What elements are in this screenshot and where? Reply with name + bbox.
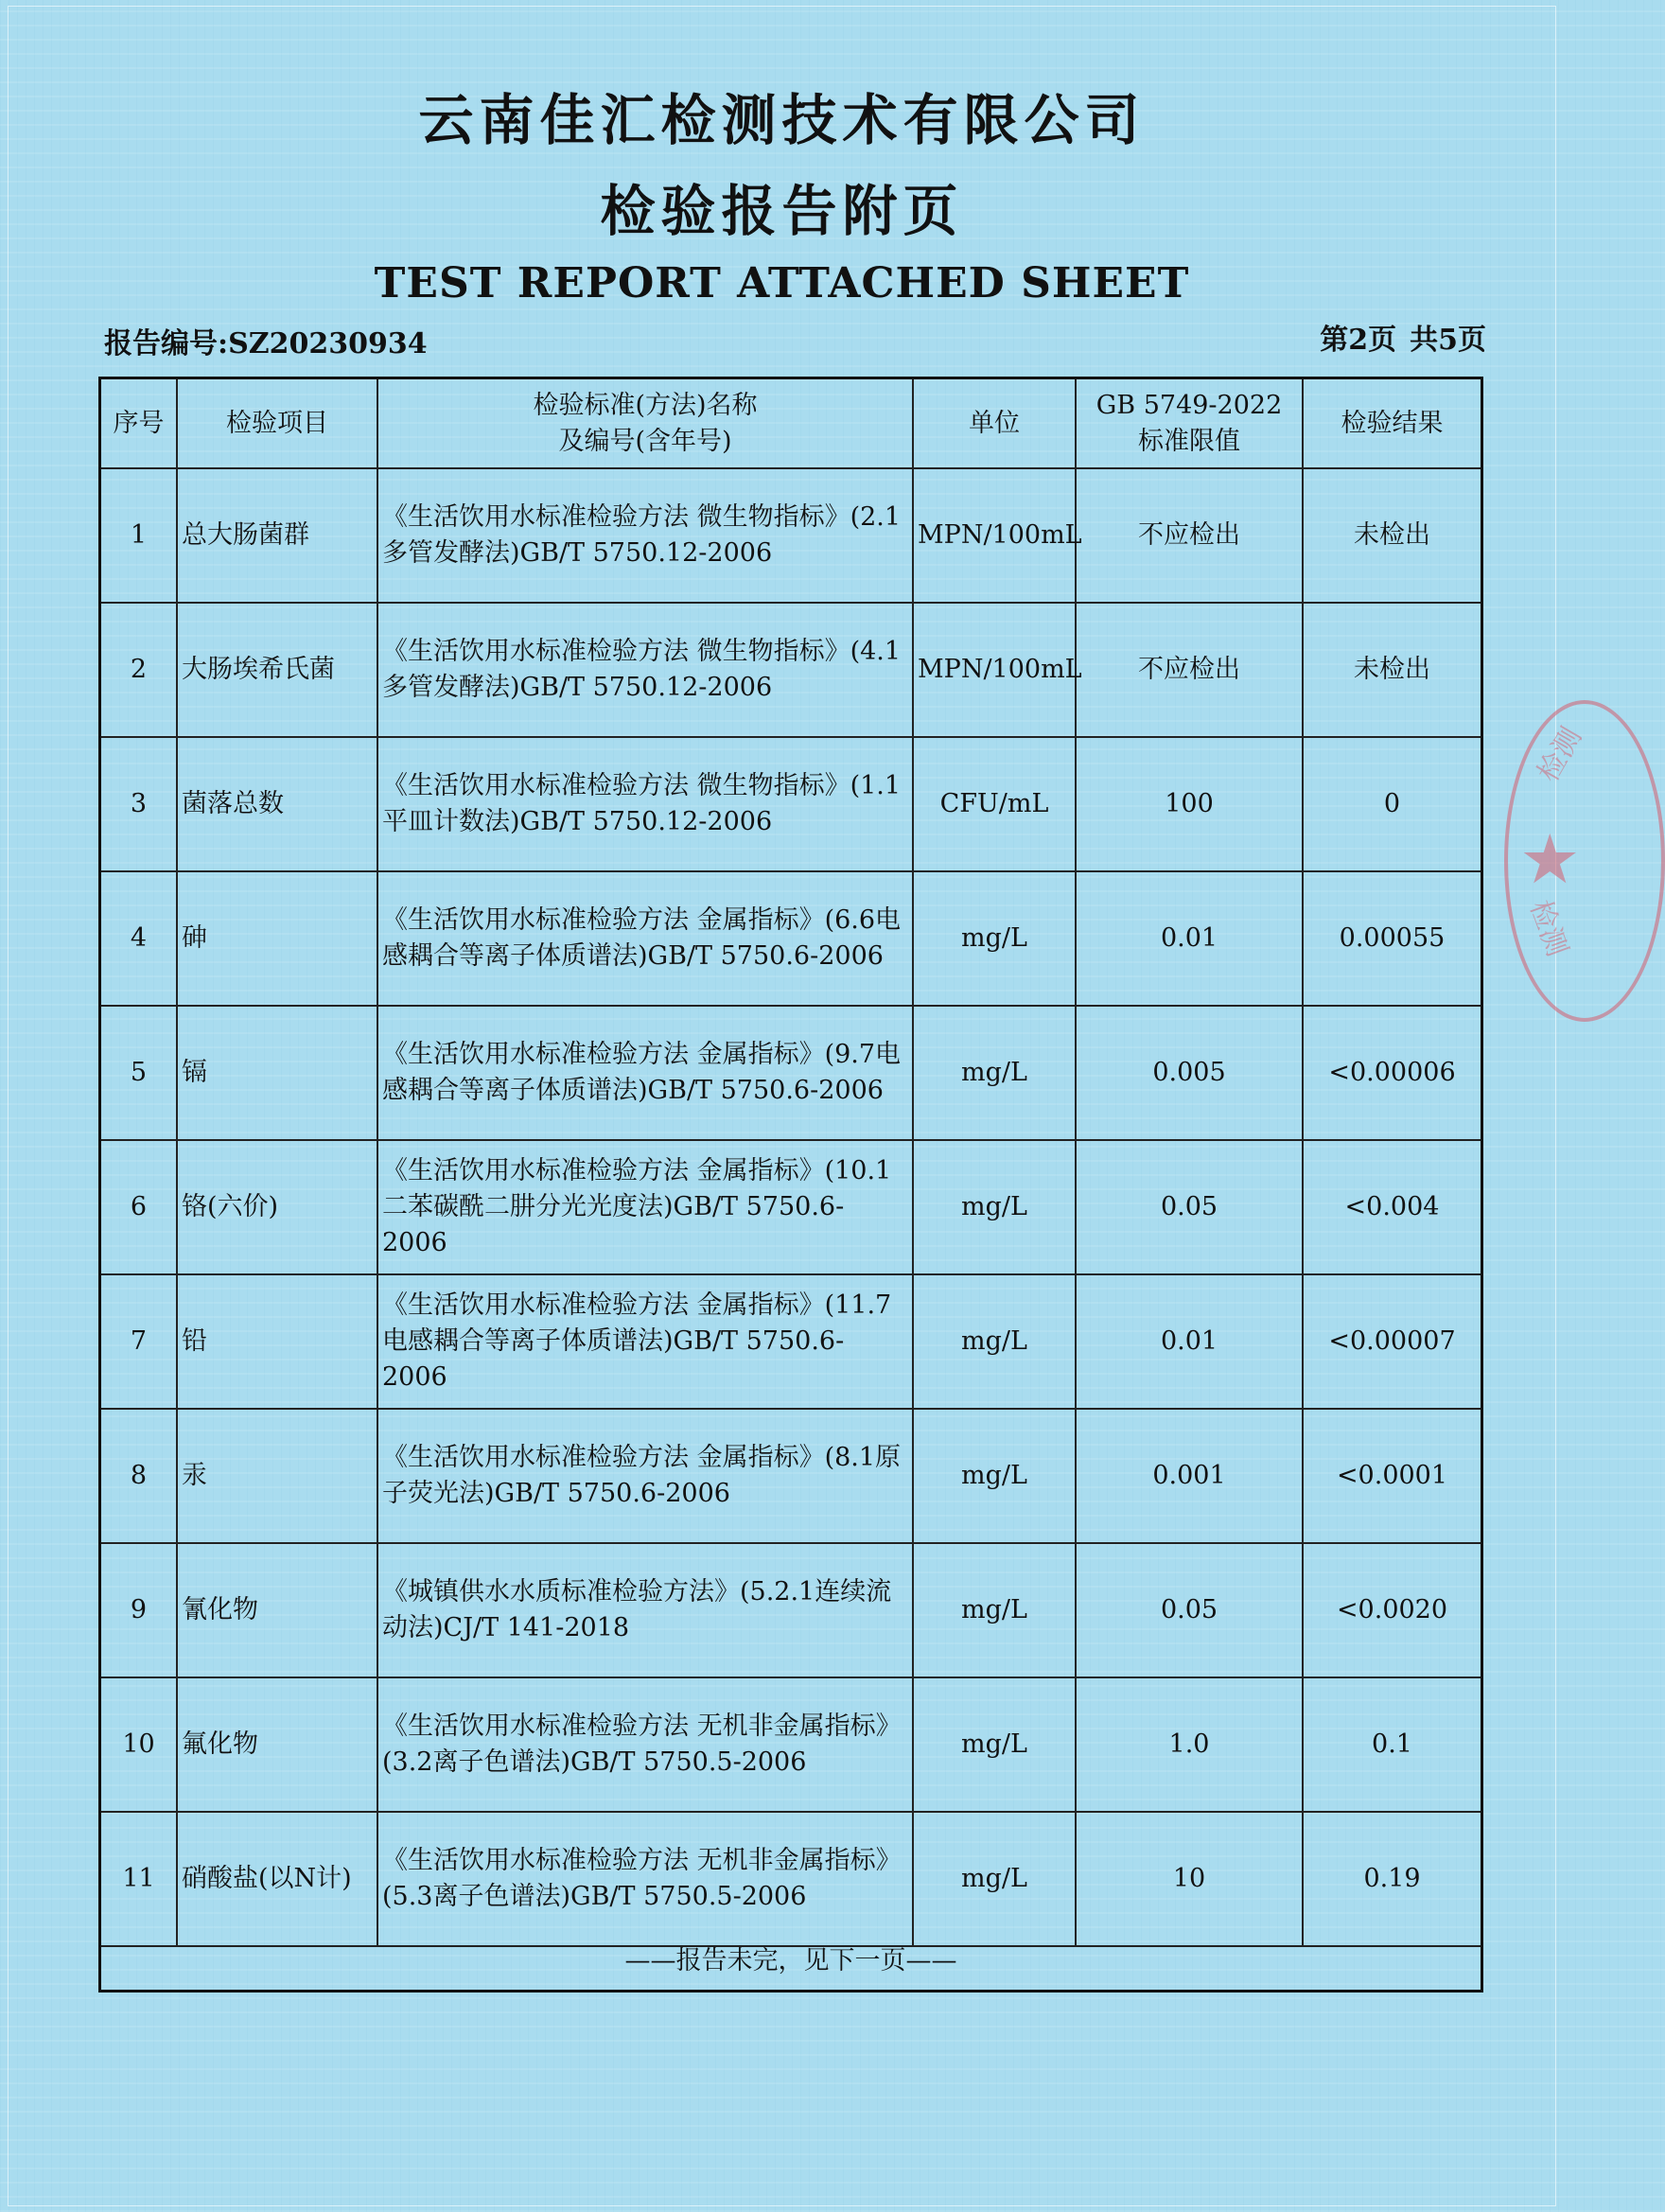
header-seq: 序号	[101, 379, 177, 468]
cell-limit: 100	[1076, 737, 1303, 871]
cell-limit: 0.005	[1076, 1006, 1303, 1140]
results-table-frame	[98, 377, 1483, 1993]
cell-seq: 6	[101, 1140, 177, 1274]
cell-method: 《生活饮用水标准检验方法 微生物指标》(4.1多管发酵法)GB/T 5750.12-2006	[377, 603, 913, 737]
cell-method: 《生活饮用水标准检验方法 金属指标》(11.7电感耦合等离子体质谱法)GB/T 5750.6-2006	[377, 1274, 913, 1409]
cell-limit: 0.05	[1076, 1140, 1303, 1274]
cell-result: <0.00006	[1303, 1006, 1481, 1140]
header-unit: 单位	[913, 379, 1076, 468]
header-method-line1: 检验标准(方法)名称	[533, 390, 758, 420]
cell-limit: 不应检出	[1076, 468, 1303, 603]
cell-seq: 8	[101, 1409, 177, 1543]
table-header-row	[101, 379, 1481, 468]
cell-result: 0.19	[1303, 1812, 1481, 1946]
cell-unit: mg/L	[913, 1274, 1076, 1409]
page-current: 第2页	[1320, 324, 1397, 357]
cell-seq: 2	[101, 603, 177, 737]
cell-result: 0.1	[1303, 1677, 1481, 1812]
table-row	[101, 871, 1481, 1006]
cell-seq: 7	[101, 1274, 177, 1409]
cell-limit: 0.001	[1076, 1409, 1303, 1543]
cell-method: 《生活饮用水标准检验方法 无机非金属指标》(5.3离子色谱法)GB/T 5750.5-2006	[377, 1812, 913, 1946]
cell-item: 总大肠菌群	[177, 468, 377, 603]
page-indicator	[1320, 322, 1486, 360]
cell-item: 菌落总数	[177, 737, 377, 871]
cell-unit: MPN/100mL	[913, 603, 1076, 737]
header-limit-line2: 标准限值	[1138, 426, 1240, 456]
cell-seq: 5	[101, 1006, 177, 1140]
cell-unit: mg/L	[913, 1543, 1076, 1677]
cell-item: 大肠埃希氏菌	[177, 603, 377, 737]
report-number: 报告编号:SZ20230934	[104, 327, 428, 360]
cell-seq: 9	[101, 1543, 177, 1677]
cell-unit: mg/L	[913, 1677, 1076, 1812]
header-limit	[1076, 379, 1303, 468]
cell-unit: mg/L	[913, 1006, 1076, 1140]
cell-item: 镉	[177, 1006, 377, 1140]
cell-limit: 不应检出	[1076, 603, 1303, 737]
cell-result: <0.00007	[1303, 1274, 1481, 1409]
seal-text-bottom: 检测	[1523, 896, 1574, 961]
cell-method: 《生活饮用水标准检验方法 金属指标》(10.1二苯碳酰二肼分光光度法)GB/T 5750.6-2006	[377, 1140, 913, 1274]
cell-unit: MPN/100mL	[913, 468, 1076, 603]
cell-method: 《生活饮用水标准检验方法 金属指标》(6.6电感耦合等离子体质谱法)GB/T 5750.6-2006	[377, 871, 913, 1006]
cell-item: 铅	[177, 1274, 377, 1409]
cell-item: 砷	[177, 871, 377, 1006]
company-name: 云南佳汇检测技术有限公司	[418, 88, 1146, 152]
table-row	[101, 737, 1481, 871]
header-method	[377, 379, 913, 468]
cell-method: 《城镇供水水质标准检验方法》(5.2.1连续流动法)CJ/T 141-2018	[377, 1543, 913, 1677]
cell-item: 铬(六价)	[177, 1140, 377, 1274]
cell-result: <0.004	[1303, 1140, 1481, 1274]
cell-item: 硝酸盐(以N计)	[177, 1812, 377, 1946]
cell-method: 《生活饮用水标准检验方法 微生物指标》(2.1多管发酵法)GB/T 5750.12-2006	[377, 468, 913, 603]
cell-seq: 11	[101, 1812, 177, 1946]
cell-seq: 3	[101, 737, 177, 871]
cell-result: 未检出	[1303, 603, 1481, 737]
cell-result: <0.0020	[1303, 1543, 1481, 1677]
cell-method: 《生活饮用水标准检验方法 无机非金属指标》(3.2离子色谱法)GB/T 5750.5-2006	[377, 1677, 913, 1812]
cell-method: 《生活饮用水标准检验方法 微生物指标》(1.1平皿计数法)GB/T 5750.12-2006	[377, 737, 913, 871]
cell-result: 0.00055	[1303, 871, 1481, 1006]
cell-limit: 0.01	[1076, 1274, 1303, 1409]
cell-item: 氟化物	[177, 1677, 377, 1812]
table-row	[101, 1006, 1481, 1140]
cell-unit: mg/L	[913, 1140, 1076, 1274]
cell-unit: mg/L	[913, 1409, 1076, 1543]
company-seal	[1504, 700, 1665, 1022]
table-row	[101, 603, 1481, 737]
seal-text-top: 检测	[1531, 722, 1589, 788]
cell-method: 《生活饮用水标准检验方法 金属指标》(9.7电感耦合等离子体质谱法)GB/T 5750.6-2006	[377, 1006, 913, 1140]
star-icon: ★	[1519, 819, 1581, 899]
header-item: 检验项目	[177, 379, 377, 468]
page-total: 共5页	[1410, 324, 1486, 357]
cell-limit: 10	[1076, 1812, 1303, 1946]
sheet-title-en: TEST REPORT ATTACHED SHEET	[374, 259, 1190, 307]
sheet-title-cn: 检验报告附页	[600, 179, 964, 243]
continuation-note: ——报告未完，见下一页——	[624, 1946, 957, 1975]
table-row	[101, 1543, 1481, 1677]
results-table	[101, 379, 1481, 1947]
table-row	[101, 1140, 1481, 1274]
cell-unit: mg/L	[913, 1812, 1076, 1946]
cell-limit: 0.01	[1076, 871, 1303, 1006]
header-result: 检验结果	[1303, 379, 1481, 468]
cell-seq: 1	[101, 468, 177, 603]
table-row	[101, 1274, 1481, 1409]
table-row	[101, 1677, 1481, 1812]
cell-item: 氰化物	[177, 1543, 377, 1677]
cell-limit: 0.05	[1076, 1543, 1303, 1677]
cell-unit: mg/L	[913, 871, 1076, 1006]
cell-seq: 4	[101, 871, 177, 1006]
table-row	[101, 1409, 1481, 1543]
cell-item: 汞	[177, 1409, 377, 1543]
cell-result: <0.0001	[1303, 1409, 1481, 1543]
header-method-line2: 及编号(含年号)	[558, 426, 732, 456]
table-row	[101, 1812, 1481, 1946]
cell-limit: 1.0	[1076, 1677, 1303, 1812]
header-limit-line1: GB 5749-2022	[1095, 390, 1283, 420]
cell-result: 未检出	[1303, 468, 1481, 603]
cell-result: 0	[1303, 737, 1481, 871]
table-row	[101, 468, 1481, 603]
cell-method: 《生活饮用水标准检验方法 金属指标》(8.1原子荧光法)GB/T 5750.6-2006	[377, 1409, 913, 1543]
cell-seq: 10	[101, 1677, 177, 1812]
cell-unit: CFU/mL	[913, 737, 1076, 871]
